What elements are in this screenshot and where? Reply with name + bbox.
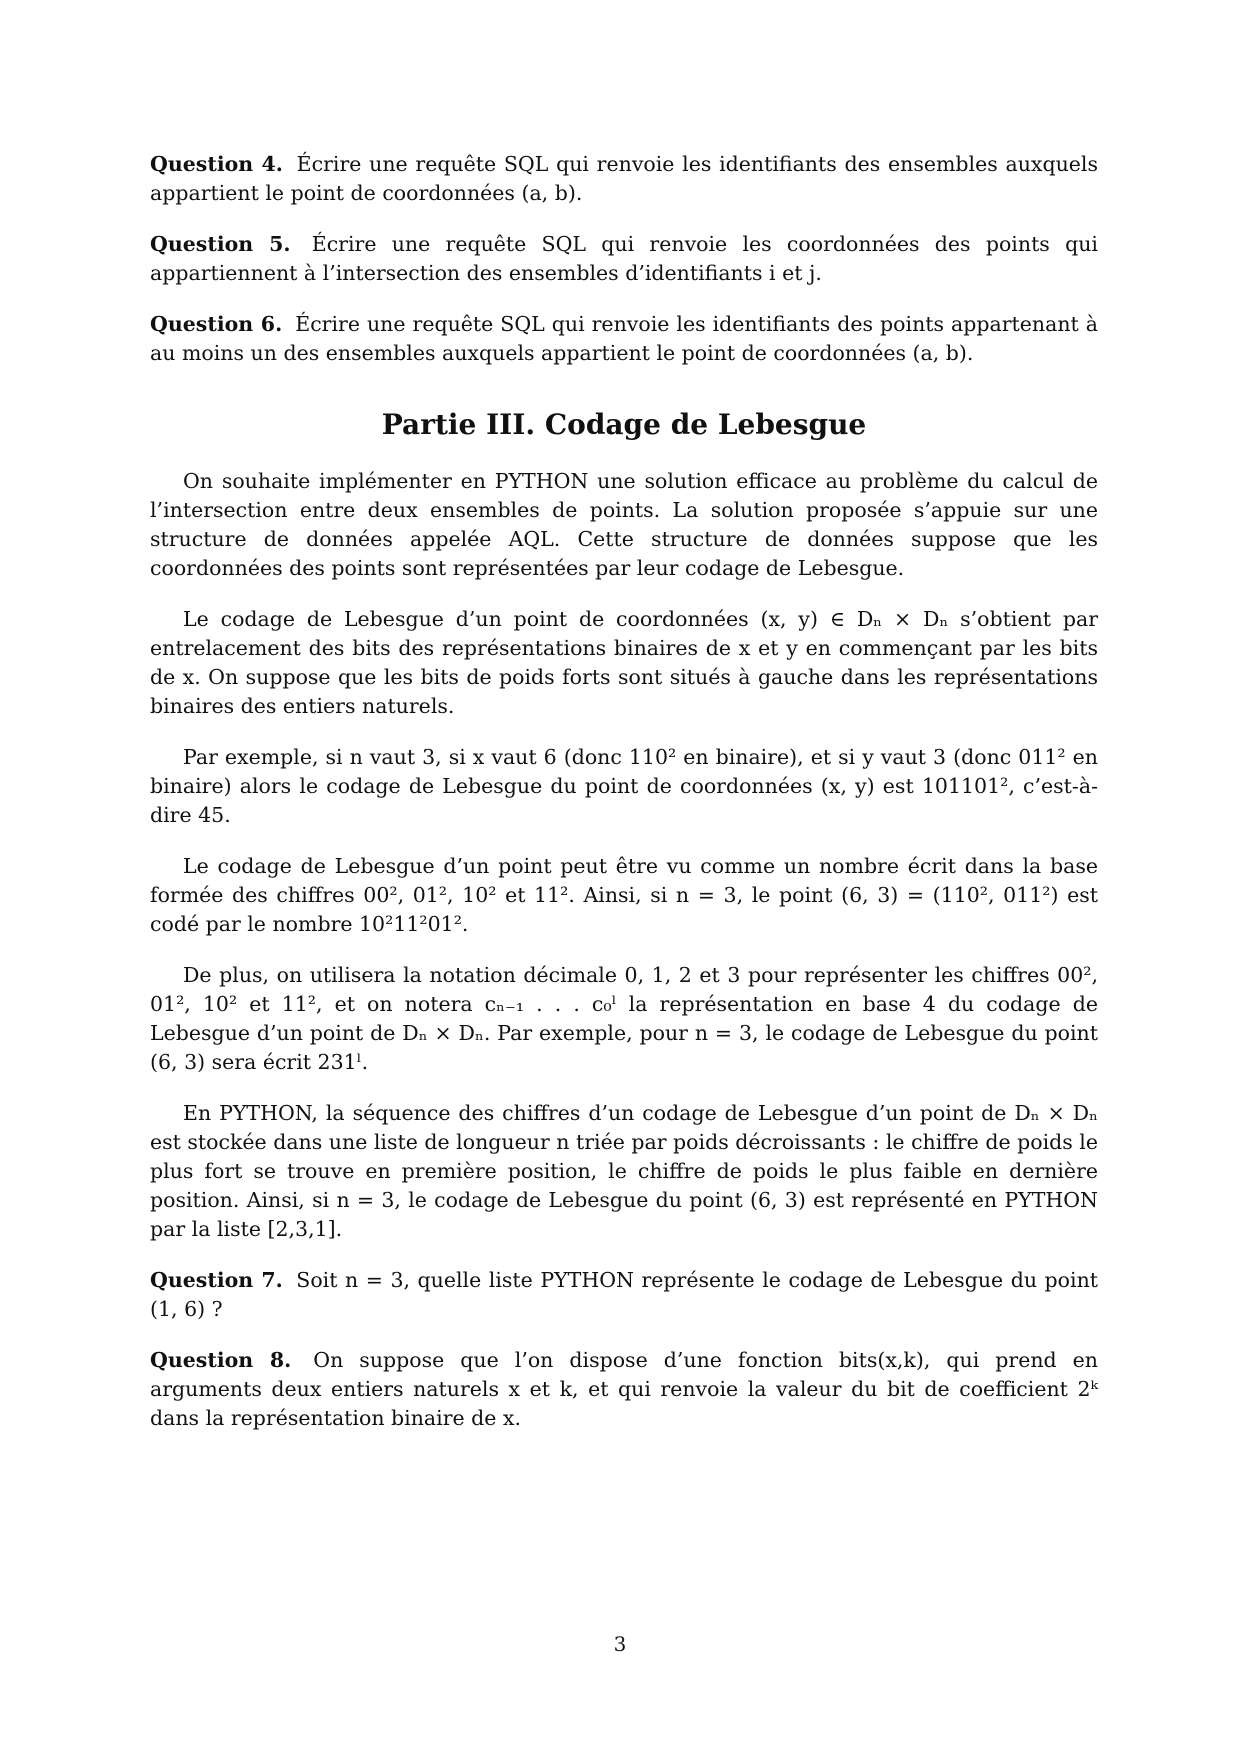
page-number: 3 [613, 1632, 627, 1656]
paragraph-example: Par exemple, si n vaut 3, si x vaut 6 (donc 110² en binaire), et si y vaut 3 (donc 011² en binaire) alors le codage de Lebesgue du point de coordonnées (x, y) est 101101², c’est-à-dire 45. [150, 745, 1098, 827]
paragraph-definition: Le codage de Lebesgue d’un point de coordonnées (x, y) ∈ Dₙ × Dₙ s’obtient par entrelacement des bits des représentations binaires de x et y en commençant par les bits de x. On suppose que les bits de poids forts sont situés à gauche dans les représentations binaires des entiers naturels. [150, 607, 1098, 718]
document-page [150, 150, 1098, 1433]
paragraph-intro: On souhaite implémenter en PYTHON une solution efficace au problème du calcul de l’intersection entre deux ensembles de points. La solution proposée s’appuie sur une structure de données appelée AQL. Cette structure de données suppose que les coordonnées des points sont représentées par leur codage de Lebesgue. [150, 469, 1098, 580]
question-text: Soit n = 3, quelle liste PYTHON représente le codage de Lebesgue du point (1, 6) ? [150, 1268, 1099, 1321]
question-text: Écrire une requête SQL qui renvoie les identifiants des ensembles auxquels appartient le point de coordonnées (a, b). [150, 152, 1098, 205]
question-text: Écrire une requête SQL qui renvoie les coordonnées des points qui appartiennent à l’intersection des ensembles d’identifiants i et j. [150, 232, 1098, 285]
question-text: On suppose que l’on dispose d’une fonction bits(x,k), qui prend en arguments deux entiers naturels x et k, et qui renvoie la valeur du bit de coefficient 2ᵏ dans la représentation binaire de x. [150, 1348, 1099, 1430]
question-6 [150, 310, 1098, 368]
paragraph-notation: De plus, on utilisera la notation décimale 0, 1, 2 et 3 pour représenter les chiffres 00², 01², 10² et 11², et on notera cₙ₋₁ . . . c₀ˡ la représentation en base 4 du codage de Lebesgue d’un point de Dₙ × Dₙ. Par exemple, pour n = 3, le codage de Lebesgue du point (6, 3) sera écrit 231ˡ. [150, 963, 1098, 1074]
question-5 [150, 230, 1098, 288]
question-8 [150, 1346, 1098, 1433]
paragraph-base-digits: Le codage de Lebesgue d’un point peut être vu comme un nombre écrit dans la base formée des chiffres 00², 01², 10² et 11². Ainsi, si n = 3, le point (6, 3) = (110², 011²) est codé par le nombre 10²11²01². [150, 854, 1098, 936]
question-text: Écrire une requête SQL qui renvoie les identifiants des points appartenant à au moins un des ensembles auxquels appartient le point de coordonnées (a, b). [150, 312, 1098, 365]
section-title: Partie III. Codage de Lebesgue [381, 408, 867, 441]
paragraph-python-list: En PYTHON, la séquence des chiffres d’un codage de Lebesgue d’un point de Dₙ × Dₙ est stockée dans une liste de longueur n triée par poids décroissants : le chiffre de poids le plus fort se trouve en première position, le chiffre de poids le plus faible en dernière position. Ainsi, si n = 3, le codage de Lebesgue du point (6, 3) est représenté en PYTHON par la liste [2,3,1]. [150, 1101, 1098, 1241]
question-label: Question 7. [150, 1268, 283, 1292]
question-label: Question 6. [150, 312, 283, 336]
question-label: Question 5. [150, 232, 291, 256]
question-4 [150, 150, 1098, 208]
question-label: Question 8. [150, 1348, 292, 1372]
question-label: Question 4. [150, 152, 283, 176]
question-7 [150, 1266, 1098, 1324]
